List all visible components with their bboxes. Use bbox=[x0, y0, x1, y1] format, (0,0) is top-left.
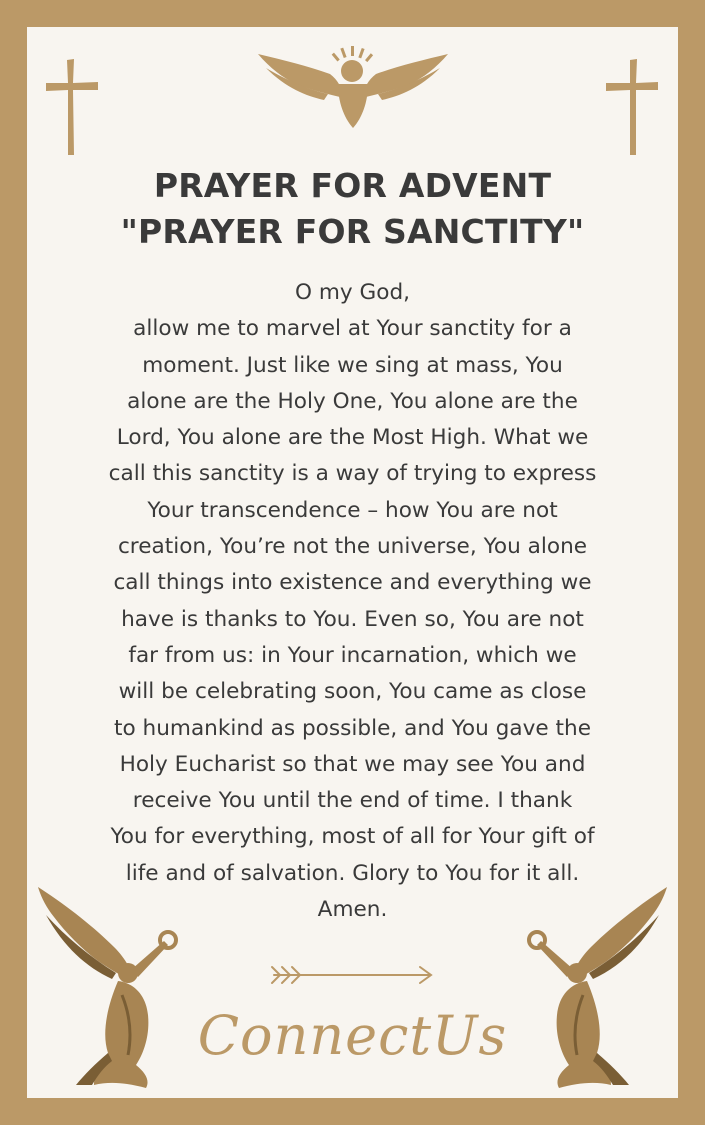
prayer-line: Holy Eucharist so that we may see You and bbox=[119, 751, 586, 777]
prayer-line: call this sanctity is a way of trying to express bbox=[108, 461, 597, 487]
prayer-line: life and of salvation. Glory to You for it all. bbox=[125, 860, 580, 886]
prayer-line: allow me to marvel at Your sanctity for a bbox=[133, 316, 572, 342]
prayer-line: far from us: in Your incarnation, which we bbox=[128, 642, 577, 668]
prayer-line: call things into existence and everything we bbox=[113, 570, 592, 596]
prayer-line: Lord, You alone are the Most High. What we bbox=[116, 425, 589, 451]
title-line-2: "PRAYER FOR SANCTITY" bbox=[120, 212, 585, 251]
prayer-text bbox=[58, 275, 647, 928]
prayer-line: Amen. bbox=[317, 897, 388, 923]
prayer-line: creation, You’re not the universe, You alone bbox=[117, 534, 588, 560]
prayer-line: moment. Just like we sing at mass, You bbox=[142, 352, 563, 378]
prayer-line: alone are the Holy One, You alone are the bbox=[127, 388, 578, 414]
prayer-line: Your transcendence – how You are not bbox=[147, 497, 558, 523]
prayer-line: O my God, bbox=[294, 280, 411, 305]
title-line-1: PRAYER FOR ADVENT bbox=[153, 166, 552, 205]
prayer-line: receive You until the end of time. I thank bbox=[132, 788, 573, 814]
brand-logo: ConnectUs bbox=[197, 1004, 508, 1067]
prayer-line: will be celebrating soon, You came as close bbox=[118, 679, 587, 705]
arrow-icon bbox=[270, 964, 436, 986]
cross-icon bbox=[605, 59, 659, 156]
cross-icon bbox=[45, 59, 99, 156]
prayer-line: have is thanks to You. Even so, You are not bbox=[121, 606, 584, 632]
prayer-line: You for everything, most of all for Your gift of bbox=[110, 824, 595, 850]
winged-sun-icon bbox=[258, 44, 448, 130]
prayer-line: to humankind as possible, and You gave the bbox=[114, 715, 591, 741]
